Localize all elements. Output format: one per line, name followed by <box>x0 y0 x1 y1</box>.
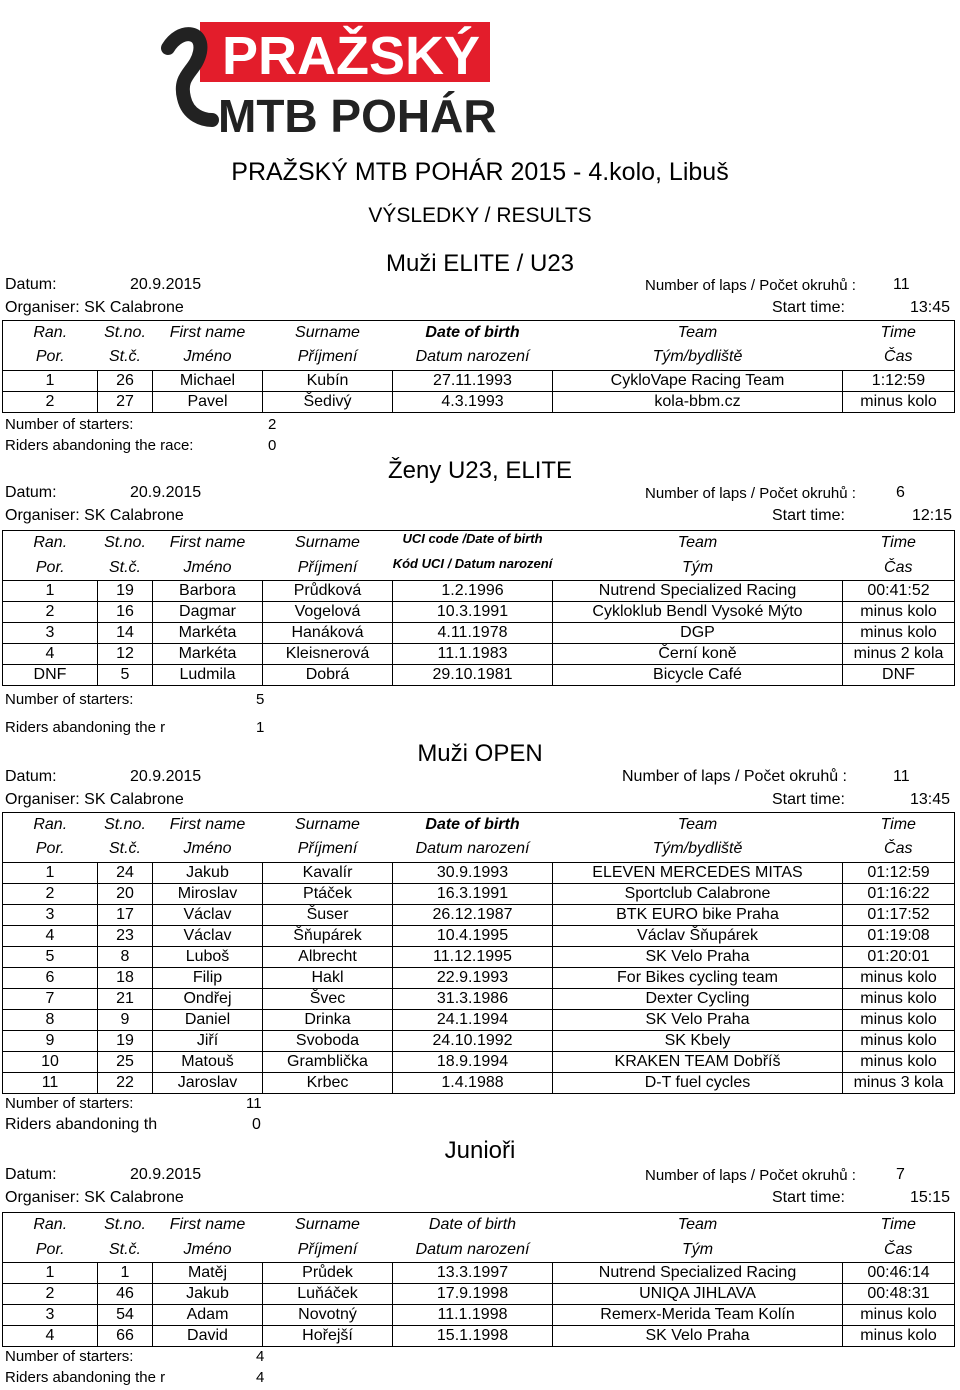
table-row <box>3 926 955 947</box>
header-rank-cz: Por. <box>35 558 65 576</box>
first-name-cell: Pavel <box>153 392 263 413</box>
start-no-cell: 1 <box>98 1263 153 1284</box>
rank-cell: 5 <box>3 947 98 968</box>
header-dob-cz: Datum narození <box>415 1240 530 1258</box>
start-no-cell: 46 <box>98 1284 153 1305</box>
time-cell: minus kolo <box>843 392 955 413</box>
surname-cell: Šedivý <box>263 392 393 413</box>
dob-cell: 11.12.1995 <box>393 947 553 968</box>
start-no-cell: 19 <box>98 1031 153 1052</box>
surname-cell: Hořejší <box>263 1326 393 1347</box>
surname-cell: Svoboda <box>263 1031 393 1052</box>
starters-value: 4 <box>256 1348 265 1365</box>
rank-cell: 11 <box>3 1073 98 1094</box>
dob-cell: 31.3.1986 <box>393 989 553 1010</box>
first-name-cell: Matouš <box>153 1052 263 1073</box>
header-rank-cz: Por. <box>35 348 65 366</box>
time-cell: 01:17:52 <box>843 905 955 926</box>
start-no-cell: 54 <box>98 1305 153 1326</box>
table-row <box>3 947 955 968</box>
surname-cell: Dobrá <box>263 665 393 686</box>
first-name-cell: Jaroslav <box>153 1073 263 1094</box>
rank-cell: 3 <box>3 905 98 926</box>
start-no-cell: 17 <box>98 905 153 926</box>
team-cell: KRAKEN TEAM Dobříš <box>553 1052 843 1073</box>
dob-cell: 1.2.1996 <box>393 581 553 602</box>
header-start-no-cz: St.č. <box>108 1240 141 1258</box>
logo-line1: PRAŽSKÝ <box>222 26 481 86</box>
dob-cell: 4.11.1978 <box>393 623 553 644</box>
first-name-cell: Daniel <box>153 1010 263 1031</box>
first-name-cell: David <box>153 1326 263 1347</box>
rank-cell: 10 <box>3 1052 98 1073</box>
header-time-cz: Čas <box>884 840 913 858</box>
first-name-cell: Michael <box>153 371 263 392</box>
header-surname-cz: Příjmení <box>297 1240 358 1258</box>
time-cell: 00:48:31 <box>843 1284 955 1305</box>
time-cell: 01:12:59 <box>843 863 955 884</box>
header-team-cz: Tým <box>681 1240 714 1258</box>
time-cell: minus kolo <box>843 1010 955 1031</box>
header-start-no-cz: St.č. <box>108 348 141 366</box>
team-cell: D-T fuel cycles <box>553 1073 843 1094</box>
time-cell: minus kolo <box>843 602 955 623</box>
team-cell: ELEVEN MERCEDES MITAS <box>553 863 843 884</box>
category-title: Junioři <box>444 1137 516 1164</box>
header-first-name: First name <box>169 815 246 833</box>
time-cell: DNF <box>843 665 955 686</box>
results-table <box>2 1212 955 1347</box>
header-time: Time <box>880 1216 916 1234</box>
header-team: Team <box>677 1216 718 1234</box>
surname-cell: Průdek <box>263 1263 393 1284</box>
datum-label: Datum: <box>5 1166 57 1183</box>
race-date: 20.9.2015 <box>130 484 202 501</box>
start-no-cell: 25 <box>98 1052 153 1073</box>
start-no-cell: 66 <box>98 1326 153 1347</box>
time-cell: 1:12:59 <box>843 371 955 392</box>
laps-value: 11 <box>893 768 910 785</box>
header-dob: Date of birth <box>425 323 520 341</box>
header-dob-cz: Datum narození <box>415 840 530 858</box>
time-cell: minus kolo <box>843 989 955 1010</box>
dob-cell: 15.1.1998 <box>393 1326 553 1347</box>
header-time: Time <box>880 534 916 552</box>
start-no-cell: 14 <box>98 623 153 644</box>
first-name-cell: Markéta <box>153 644 263 665</box>
first-name-cell: Ludmila <box>153 665 263 686</box>
header-first-name: First name <box>169 1216 246 1234</box>
results-table <box>2 530 955 686</box>
start-no-cell: 27 <box>98 392 153 413</box>
header-first-name-cz: Jméno <box>183 348 232 366</box>
dob-cell: 24.10.1992 <box>393 1031 553 1052</box>
time-cell: minus kolo <box>843 1052 955 1073</box>
start-time-value: 15:15 <box>910 1189 951 1206</box>
table-row <box>3 581 955 602</box>
dob-cell: 30.9.1993 <box>393 863 553 884</box>
header-first-name-cz: Jméno <box>183 558 232 576</box>
race-date: 20.9.2015 <box>130 1166 202 1183</box>
page-title: PRAŽSKÝ MTB POHÁR 2015 - 4.kolo, Libuš <box>231 158 729 186</box>
starters-label: Number of starters: <box>5 416 134 433</box>
surname-cell: Drinka <box>263 1010 393 1031</box>
table-row <box>3 1326 955 1347</box>
rank-cell: 2 <box>3 884 98 905</box>
dob-cell: 18.9.1994 <box>393 1052 553 1073</box>
abandoning-label: Riders abandoning the r <box>5 719 166 736</box>
surname-cell: Šňupárek <box>263 926 393 947</box>
header-time: Time <box>880 815 916 833</box>
first-name-cell: Miroslav <box>153 884 263 905</box>
surname-cell: Kavalír <box>263 863 393 884</box>
header-first-name-cz: Jméno <box>183 1240 232 1258</box>
start-no-cell: 20 <box>98 884 153 905</box>
time-cell: minus kolo <box>843 1326 955 1347</box>
rank-cell: 6 <box>3 968 98 989</box>
table-row <box>3 623 955 644</box>
surname-cell: Gramblička <box>263 1052 393 1073</box>
datum-label: Datum: <box>5 484 57 501</box>
header-team-cz: Tým <box>681 558 714 576</box>
laps-label: Number of laps / Počet okruhů : <box>645 277 856 294</box>
header-surname-cz: Příjmení <box>297 558 358 576</box>
team-cell: SK Kbely <box>553 1031 843 1052</box>
laps-label: Number of laps / Počet okruhů : <box>622 768 847 785</box>
start-no-cell: 8 <box>98 947 153 968</box>
rank-cell: 4 <box>3 644 98 665</box>
datum-label: Datum: <box>5 276 57 293</box>
header-dob: Date of birth <box>425 815 520 833</box>
surname-cell: Albrecht <box>263 947 393 968</box>
team-cell: CykloVape Racing Team <box>553 371 843 392</box>
header-rank: Ran. <box>33 1216 68 1234</box>
rank-cell: 2 <box>3 602 98 623</box>
first-name-cell: Barbora <box>153 581 263 602</box>
category-title: Ženy U23, ELITE <box>387 457 573 484</box>
results-table <box>2 320 955 413</box>
dob-cell: 13.3.1997 <box>393 1263 553 1284</box>
team-cell: UNIQA JIHLAVA <box>553 1284 843 1305</box>
header-start-no: St.no. <box>104 534 146 552</box>
first-name-cell: Jakub <box>153 1284 263 1305</box>
header-dob: Date of birth <box>428 1216 517 1234</box>
start-no-cell: 16 <box>98 602 153 623</box>
header-surname: Surname <box>295 534 360 552</box>
time-cell: 00:46:14 <box>843 1263 955 1284</box>
first-name-cell: Jakub <box>153 863 263 884</box>
start-no-cell: 19 <box>98 581 153 602</box>
rank-cell: DNF <box>3 665 98 686</box>
dob-cell: 26.12.1987 <box>393 905 553 926</box>
table-row <box>3 1073 955 1094</box>
abandoning-label: Riders abandoning the r <box>5 1369 166 1386</box>
team-cell: Cykloklub Bendl Vysoké Mýto <box>553 602 843 623</box>
team-cell: For Bikes cycling team <box>553 968 843 989</box>
time-cell: minus 2 kola <box>843 644 955 665</box>
table-row <box>3 665 955 686</box>
team-cell: Bicycle Café <box>553 665 843 686</box>
start-time-value: 12:15 <box>912 507 953 524</box>
rank-cell: 1 <box>3 371 98 392</box>
time-cell: 00:41:52 <box>843 581 955 602</box>
start-no-cell: 18 <box>98 968 153 989</box>
time-cell: minus kolo <box>843 1305 955 1326</box>
time-cell: 01:20:01 <box>843 947 955 968</box>
laps-value: 6 <box>896 484 905 501</box>
abandoning-value: 4 <box>256 1369 265 1386</box>
start-time-label: Start time: <box>772 507 845 524</box>
first-name-cell: Jiří <box>153 1031 263 1052</box>
organiser: Organiser: SK Calabrone <box>5 791 184 808</box>
first-name-cell: Markéta <box>153 623 263 644</box>
start-no-cell: 26 <box>98 371 153 392</box>
first-name-cell: Adam <box>153 1305 263 1326</box>
table-row <box>3 371 955 392</box>
header-first-name: First name <box>169 323 246 341</box>
header-team: Team <box>677 815 718 833</box>
team-cell: SK Velo Praha <box>553 1010 843 1031</box>
team-cell: Remerx-Merida Team Kolín <box>553 1305 843 1326</box>
time-cell: minus 3 kola <box>843 1073 955 1094</box>
first-name-cell: Ondřej <box>153 989 263 1010</box>
dob-cell: 22.9.1993 <box>393 968 553 989</box>
start-time-value: 13:45 <box>910 791 951 808</box>
surname-cell: Krbec <box>263 1073 393 1094</box>
surname-cell: Luňáček <box>263 1284 393 1305</box>
table-row <box>3 989 955 1010</box>
abandoning-value: 0 <box>252 1116 261 1133</box>
surname-cell: Ptáček <box>263 884 393 905</box>
start-no-cell: 21 <box>98 989 153 1010</box>
rank-cell: 1 <box>3 581 98 602</box>
table-row <box>3 1052 955 1073</box>
header-rank: Ran. <box>33 323 68 341</box>
table-row <box>3 392 955 413</box>
header-team-cz: Tým/bydliště <box>652 840 743 858</box>
header-start-no-cz: St.č. <box>108 840 141 858</box>
team-cell: Černí koně <box>553 644 843 665</box>
dob-cell: 27.11.1993 <box>393 371 553 392</box>
start-no-cell: 23 <box>98 926 153 947</box>
start-no-cell: 22 <box>98 1073 153 1094</box>
header-surname-cz: Příjmení <box>297 348 358 366</box>
table-row <box>3 644 955 665</box>
dob-cell: 10.3.1991 <box>393 602 553 623</box>
start-time-label: Start time: <box>772 299 845 316</box>
header-surname: Surname <box>295 323 360 341</box>
header-time-cz: Čas <box>884 1240 913 1258</box>
surname-cell: Hanáková <box>263 623 393 644</box>
start-no-cell: 12 <box>98 644 153 665</box>
abandoning-label: Riders abandoning the race: <box>5 437 194 454</box>
team-cell: DGP <box>553 623 843 644</box>
dob-cell: 4.3.1993 <box>393 392 553 413</box>
category-title: Muži OPEN <box>417 740 543 767</box>
laps-value: 11 <box>893 276 910 293</box>
table-row <box>3 884 955 905</box>
category-title: Muži ELITE / U23 <box>385 250 575 277</box>
header-dob-cz: Datum narození <box>415 348 530 366</box>
surname-cell: Hakl <box>263 968 393 989</box>
organiser: Organiser: SK Calabrone <box>5 1189 184 1206</box>
table-row <box>3 1031 955 1052</box>
header-start-no-cz: St.č. <box>108 558 141 576</box>
race-date: 20.9.2015 <box>130 276 202 293</box>
team-cell: BTK EURO bike Praha <box>553 905 843 926</box>
team-cell: Dexter Cycling <box>553 989 843 1010</box>
rank-cell: 4 <box>3 926 98 947</box>
team-cell: SK Velo Praha <box>553 1326 843 1347</box>
header-rank: Ran. <box>33 815 68 833</box>
surname-cell: Vogelová <box>263 602 393 623</box>
start-no-cell: 24 <box>98 863 153 884</box>
first-name-cell: Matěj <box>153 1263 263 1284</box>
header-team-cz: Tým/bydliště <box>652 348 743 366</box>
laps-value: 7 <box>896 1166 905 1183</box>
start-time-label: Start time: <box>772 791 845 808</box>
rank-cell: 1 <box>3 1263 98 1284</box>
header-first-name: First name <box>169 534 246 552</box>
header-team: Team <box>677 323 718 341</box>
starters-label: Number of starters: <box>5 1348 134 1365</box>
surname-cell: Novotný <box>263 1305 393 1326</box>
abandoning-value: 0 <box>268 437 277 454</box>
header-start-no: St.no. <box>104 1216 146 1234</box>
time-cell: minus kolo <box>843 623 955 644</box>
rank-cell: 7 <box>3 989 98 1010</box>
table-row <box>3 1305 955 1326</box>
start-no-cell: 5 <box>98 665 153 686</box>
table-row <box>3 905 955 926</box>
race-date: 20.9.2015 <box>130 768 202 785</box>
abandoning-label: Riders abandoning th <box>5 1116 158 1133</box>
header-time-cz: Čas <box>884 348 913 366</box>
rank-cell: 2 <box>3 1284 98 1305</box>
starters-value: 11 <box>246 1095 262 1112</box>
team-cell: Nutrend Specialized Racing <box>553 581 843 602</box>
header-dob: UCI code /Date of birth <box>402 531 543 546</box>
first-name-cell: Luboš <box>153 947 263 968</box>
header-team: Team <box>677 534 718 552</box>
dob-cell: 10.4.1995 <box>393 926 553 947</box>
surname-cell: Kleisnerová <box>263 644 393 665</box>
team-cell: kola-bbm.cz <box>553 392 843 413</box>
dob-cell: 11.1.1983 <box>393 644 553 665</box>
rank-cell: 2 <box>3 392 98 413</box>
table-row <box>3 968 955 989</box>
header-surname-cz: Příjmení <box>297 840 358 858</box>
table-row <box>3 863 955 884</box>
header-rank-cz: Por. <box>35 840 65 858</box>
team-cell: SK Velo Praha <box>553 947 843 968</box>
header-first-name-cz: Jméno <box>183 840 232 858</box>
prazsky-mtb-pohar-logo <box>160 8 500 138</box>
header-start-no: St.no. <box>104 323 146 341</box>
header-time: Time <box>880 323 916 341</box>
starters-value: 5 <box>256 691 265 708</box>
surname-cell: Šuser <box>263 905 393 926</box>
header-start-no: St.no. <box>104 815 146 833</box>
rank-cell: 9 <box>3 1031 98 1052</box>
results-table <box>2 812 955 1094</box>
team-cell: Sportclub Calabrone <box>553 884 843 905</box>
dob-cell: 16.3.1991 <box>393 884 553 905</box>
header-time-cz: Čas <box>884 558 913 576</box>
first-name-cell: Filip <box>153 968 263 989</box>
time-cell: 01:16:22 <box>843 884 955 905</box>
team-cell: Václav Šňupárek <box>553 926 843 947</box>
page-subtitle: VÝSLEDKY / RESULTS <box>368 204 592 227</box>
datum-label: Datum: <box>5 768 57 785</box>
team-cell: Nutrend Specialized Racing <box>553 1263 843 1284</box>
first-name-cell: Dagmar <box>153 602 263 623</box>
start-time-label: Start time: <box>772 1189 845 1206</box>
abandoning-value: 1 <box>256 719 265 736</box>
rank-cell: 1 <box>3 863 98 884</box>
dob-cell: 24.1.1994 <box>393 1010 553 1031</box>
table-row <box>3 602 955 623</box>
organiser: Organiser: SK Calabrone <box>5 507 184 524</box>
table-row <box>3 1263 955 1284</box>
surname-cell: Švec <box>263 989 393 1010</box>
surname-cell: Kubín <box>263 371 393 392</box>
starters-label: Number of starters: <box>5 1095 134 1112</box>
table-row <box>3 1010 955 1031</box>
first-name-cell: Václav <box>153 926 263 947</box>
header-rank: Ran. <box>33 534 68 552</box>
rank-cell: 4 <box>3 1326 98 1347</box>
time-cell: 01:19:08 <box>843 926 955 947</box>
dob-cell: 17.9.1998 <box>393 1284 553 1305</box>
organiser: Organiser: SK Calabrone <box>5 299 184 316</box>
logo-line2: MTB POHÁR <box>218 90 497 138</box>
time-cell: minus kolo <box>843 968 955 989</box>
first-name-cell: Václav <box>153 905 263 926</box>
header-surname: Surname <box>295 815 360 833</box>
dob-cell: 29.10.1981 <box>393 665 553 686</box>
rank-cell: 8 <box>3 1010 98 1031</box>
start-time-value: 13:45 <box>910 299 951 316</box>
laps-label: Number of laps / Počet okruhů : <box>645 1167 856 1184</box>
dob-cell: 11.1.1998 <box>393 1305 553 1326</box>
laps-label: Number of laps / Počet okruhů : <box>645 485 856 502</box>
starters-value: 2 <box>268 416 277 433</box>
header-surname: Surname <box>295 1216 360 1234</box>
header-dob-cz: Kód UCI / Datum narození <box>392 555 553 571</box>
dob-cell: 1.4.1988 <box>393 1073 553 1094</box>
rank-cell: 3 <box>3 1305 98 1326</box>
table-row <box>3 1284 955 1305</box>
time-cell: minus kolo <box>843 1031 955 1052</box>
header-rank-cz: Por. <box>35 1240 65 1258</box>
start-no-cell: 9 <box>98 1010 153 1031</box>
starters-label: Number of starters: <box>5 691 134 708</box>
surname-cell: Průdková <box>263 581 393 602</box>
rank-cell: 3 <box>3 623 98 644</box>
